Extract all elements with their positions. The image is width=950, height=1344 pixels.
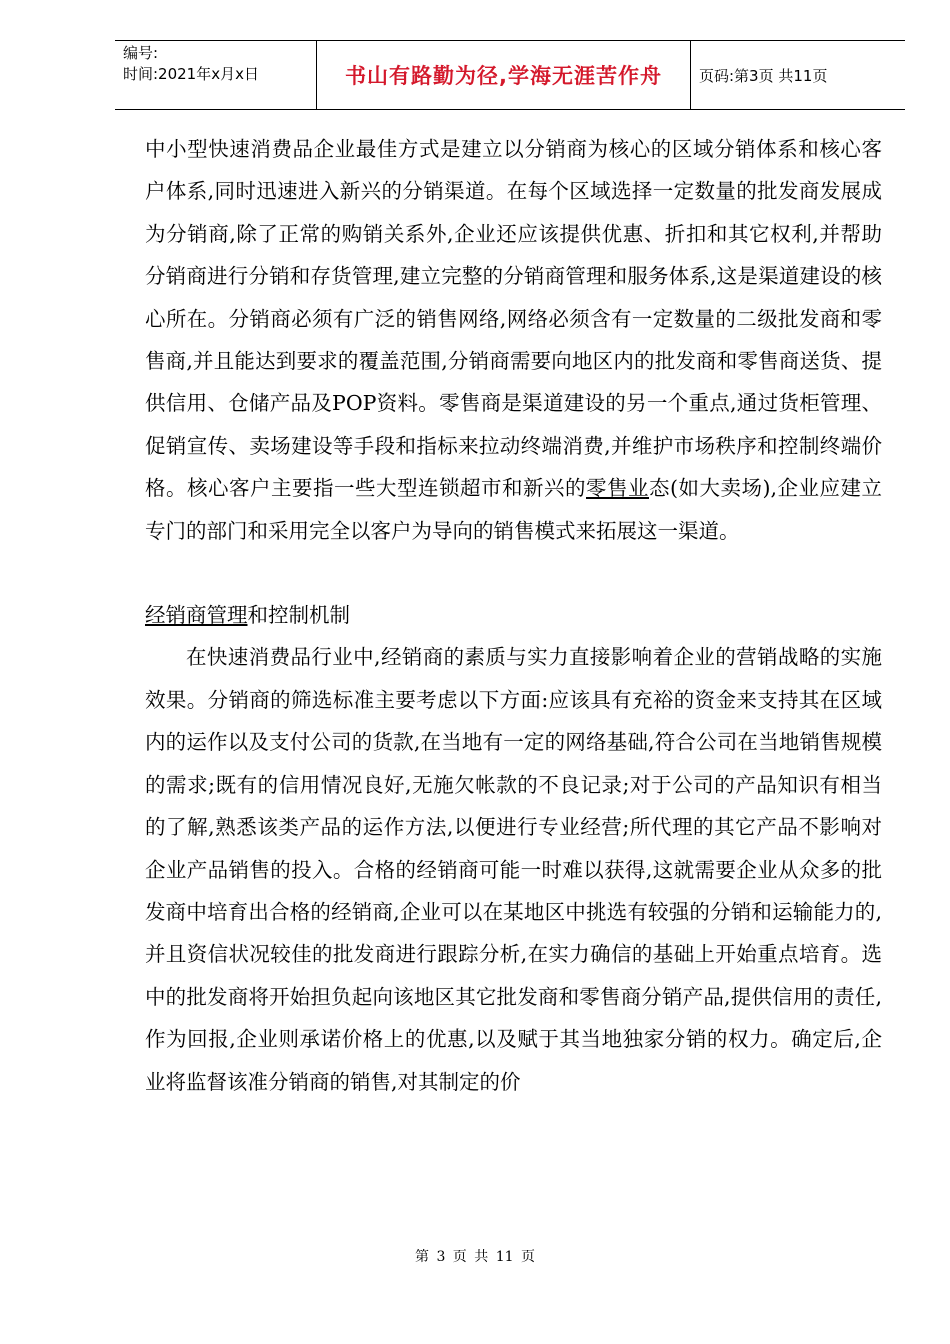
paragraph-1-text: 中小型快速消费品企业最佳方式是建立以分销商为核心的区域分销体系和核心客户体系,同时迅速进入新兴的分销渠道。在每个区域选择一定数量的批发商发展成为分销商,除了正常的购销关系外,企业还应该提供优惠、折扣和其它权利,并帮助分销商进行分销和存货管理,建立完整的分销商管理和服务体系,这是渠道建设的核心所在。分销商必须有广泛的销售网络,网络必须含有一定数量的二级批发商和零售商,并且能达到要求的覆盖范围,分销商需要向地区内的批发商和零售商送货、提供信用、仓储产品及POP资料。零售商是渠道建设的另一个重点,通过货柜管理、促销宣传、卖场建设等手段和指标来拉动终端消费,并维护市场秩序和控制终端价格。核心客户主要指一些大型连锁超市和新兴的 [145, 137, 882, 501]
number-label: 编号: [123, 44, 159, 62]
page-header [115, 40, 905, 110]
paragraph-1-tail: 态(如大卖场),企业应建立专门的部门和采用完全以客户为导向的销售模式来拓展这一渠道。 [145, 476, 883, 543]
section-title [145, 594, 882, 636]
paragraph-gap [145, 552, 882, 594]
paragraph-1 [145, 128, 882, 552]
paragraph-2: 在快速消费品行业中,经销商的素质与实力直接影响着企业的营销战略的实施效果。分销商的筛选标准主要考虑以下方面:应该具有充裕的资金来支持其在区域内的运作以及支付公司的货款,在当地有一定的网络基础,符合公司在当地销售规模的需求;既有的信用情况良好,无施欠帐款的不良记录;对于公司的产品知识有相当的了解,熟悉该类产品的运作方法,以便进行专业经营;所代理的其它产品不影响对企业产品销售的投入。合格的经销商可能一时难以获得,这就需要企业从众多的批发商中培育出合格的经销商,企业可以在某地区中挑选有较强的分销和运输能力的,并且资信状况较佳的批发商进行跟踪分析,在实力确信的基础上开始重点培育。选中的批发商将开始担负起向该地区其它批发商和零售商分销产品,提供信用的责任,作为回报,企业则承诺价格上的优惠,以及赋于其当地独家分销的权力。确定后,企业将监督该准分销商的销售,对其制定的价 [145, 645, 882, 1094]
page-footer: 第 3 页 共 11 页 [415, 1249, 535, 1265]
retail-link[interactable]: 零售业 [586, 476, 649, 501]
header-motto: 书山有路勤为径,学海无涯苦作舟 [317, 41, 691, 109]
document-body [145, 128, 882, 1103]
header-page-info: 页码:第3页 共11页 [699, 66, 828, 85]
header-meta [115, 41, 317, 109]
time-label: 时间:2021年x月x日 [123, 65, 259, 83]
section-title-tail: 和控制机制 [247, 603, 350, 628]
dealer-management-link[interactable]: 经销商管理 [145, 603, 248, 628]
